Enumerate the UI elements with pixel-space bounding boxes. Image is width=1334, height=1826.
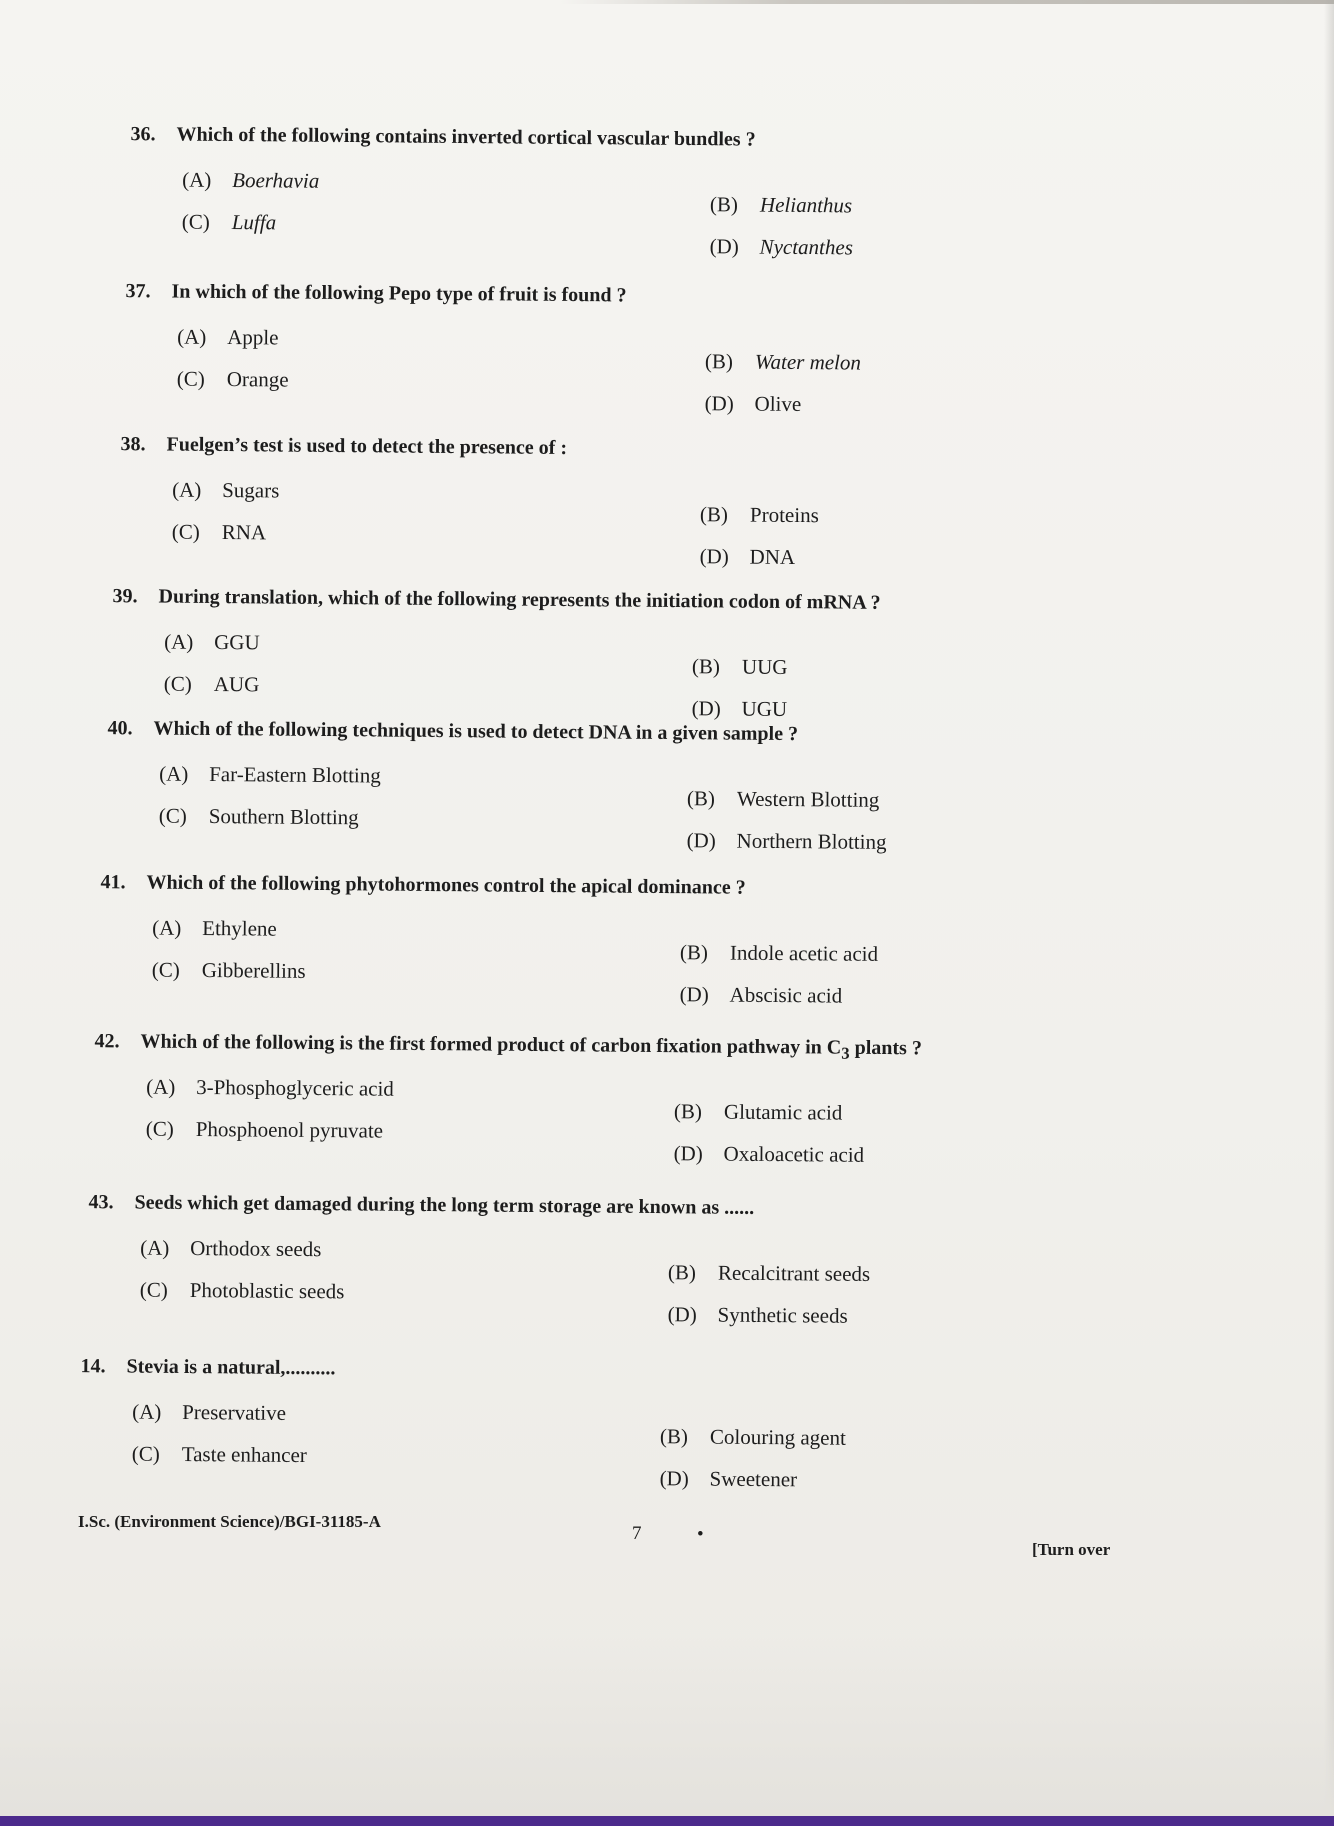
option-d	[700, 544, 796, 570]
option-d	[687, 828, 887, 855]
option-text: UUG	[741, 654, 788, 680]
option-b	[700, 502, 819, 528]
question-text: Which of the following phytohormones control the apical dominance ?	[146, 871, 746, 899]
question-stem	[130, 123, 755, 151]
question-stem	[88, 1191, 754, 1220]
option-label: (A)	[159, 761, 189, 786]
option-label: (A)	[177, 324, 207, 349]
option-c	[159, 804, 359, 831]
option-label: (D)	[679, 982, 709, 1007]
footer-dot: •	[697, 1524, 704, 1545]
option-d	[710, 234, 854, 260]
option-a	[152, 916, 277, 942]
question-number: 39.	[112, 585, 138, 608]
option-c	[152, 958, 306, 984]
option-a	[182, 168, 319, 194]
option-label: (A)	[172, 477, 202, 502]
option-text: Photoblastic seeds	[189, 1278, 345, 1304]
question-text-end: plants ?	[849, 1036, 922, 1060]
option-text: Sweetener	[709, 1466, 798, 1492]
paper-code: I.Sc. (Environment Science)/BGI-31185-A	[78, 1512, 381, 1531]
option-text: Olive	[754, 391, 802, 417]
question-stem	[107, 717, 798, 746]
option-text: Taste enhancer	[181, 1442, 307, 1468]
option-c	[172, 520, 267, 546]
option-d	[668, 1302, 848, 1329]
question-text: Which of the following is the first formed product of carbon fixation pathway in C	[140, 1030, 842, 1059]
option-text: Orange	[226, 367, 289, 392]
option-text: Colouring agent	[709, 1424, 846, 1450]
option-label: (D)	[673, 1141, 703, 1166]
option-text: UGU	[741, 696, 788, 722]
page-number: 7	[632, 1523, 642, 1544]
option-label: (C)	[131, 1441, 160, 1466]
option-label: (C)	[151, 957, 180, 982]
question-36	[129, 123, 1250, 283]
option-label: (C)	[145, 1116, 174, 1141]
question-37	[124, 280, 1245, 440]
option-d	[705, 391, 802, 417]
question-text: Seeds which get damaged during the long term storage are known as ......	[134, 1191, 755, 1219]
question-text: Which of the following contains inverted cortical vascular bundles ?	[176, 123, 756, 151]
option-label: (D)	[699, 544, 729, 569]
option-label: (C)	[181, 209, 210, 234]
option-label: (B)	[659, 1424, 689, 1449]
question-stem	[112, 585, 880, 615]
option-text: Nyctanthes	[759, 234, 854, 260]
option-label: (B)	[704, 349, 734, 374]
option-text: Indole acetic acid	[729, 940, 879, 966]
question-41	[99, 871, 1220, 1031]
option-text: Orthodox seeds	[190, 1236, 322, 1262]
option-text: Apple	[227, 325, 279, 350]
question-number: 37.	[125, 280, 151, 303]
option-label: (B)	[691, 654, 721, 679]
question-text: Stevia is a natural,..........	[126, 1355, 336, 1380]
option-text: Boerhavia	[232, 168, 320, 193]
option-label: (B)	[673, 1099, 703, 1124]
question-stem	[100, 871, 745, 900]
page-right-edge	[1324, 0, 1334, 1816]
option-text: Southern Blotting	[208, 804, 359, 830]
option-a	[177, 325, 279, 351]
option-c	[182, 210, 277, 236]
option-text: Synthetic seeds	[717, 1302, 848, 1328]
option-label: (C)	[176, 366, 205, 391]
option-b	[687, 786, 880, 813]
option-b	[668, 1260, 870, 1287]
option-text: DNA	[749, 544, 796, 570]
option-label: (C)	[139, 1277, 168, 1302]
option-b	[680, 940, 878, 967]
option-a	[140, 1236, 321, 1263]
question-number: 36.	[130, 123, 156, 146]
option-d	[674, 1141, 865, 1168]
question-42	[93, 1030, 1214, 1190]
option-c	[146, 1117, 383, 1144]
option-label: (D)	[691, 696, 721, 721]
option-c	[132, 1442, 307, 1469]
option-text: Western Blotting	[736, 786, 880, 812]
question-stem	[94, 1030, 922, 1064]
option-text: Oxaloacetic acid	[723, 1141, 865, 1167]
option-text: Helianthus	[759, 192, 853, 218]
option-a	[164, 630, 260, 656]
option-text: Proteins	[749, 502, 819, 528]
option-a	[159, 762, 381, 789]
question-text: Fuelgen’s test is used to detect the presence of :	[166, 433, 568, 460]
option-label: (B)	[699, 502, 729, 527]
option-b	[710, 192, 852, 218]
option-text: Phosphoenol pyruvate	[195, 1117, 384, 1143]
option-b	[660, 1424, 846, 1451]
question-stem	[125, 280, 626, 307]
question-number: 38.	[120, 433, 146, 456]
question-number: 14.	[80, 1355, 106, 1378]
option-text: Preservative	[182, 1400, 287, 1425]
option-text: Northern Blotting	[736, 828, 887, 854]
option-text: GGU	[214, 630, 260, 655]
option-text: 3-Phosphoglyceric acid	[196, 1075, 394, 1101]
question-number: 40.	[107, 717, 133, 740]
option-label: (D)	[667, 1302, 697, 1327]
option-text: Glutamic acid	[723, 1099, 843, 1125]
question-number: 42.	[94, 1030, 120, 1053]
scanner-bottom-band	[0, 1816, 1334, 1826]
option-b	[674, 1099, 843, 1125]
option-text: Recalcitrant seeds	[717, 1260, 871, 1286]
question-40	[106, 717, 1227, 877]
option-label: (B)	[709, 192, 739, 217]
option-b	[692, 654, 788, 680]
turn-over-label: [Turn over	[1032, 1540, 1111, 1559]
carbon-subscript: 3	[841, 1043, 850, 1063]
option-label: (A)	[132, 1399, 162, 1424]
option-label: (A)	[146, 1074, 176, 1099]
option-label: (A)	[140, 1235, 170, 1260]
option-label: (C)	[158, 803, 187, 828]
option-label: (A)	[152, 915, 182, 940]
question-43	[87, 1191, 1208, 1351]
option-label: (D)	[709, 234, 739, 259]
option-a	[146, 1075, 394, 1102]
page-top-edge	[560, 0, 1334, 4]
option-d	[680, 982, 843, 1008]
question-38	[119, 433, 1240, 593]
option-b	[705, 349, 861, 375]
page-bottom-shadow	[0, 1636, 1334, 1816]
question-number: 41.	[100, 871, 126, 894]
option-c	[140, 1278, 345, 1305]
option-a	[172, 478, 279, 504]
option-label: (B)	[679, 940, 709, 965]
option-label: (B)	[667, 1260, 697, 1285]
option-text: Abscisic acid	[729, 982, 843, 1008]
question-text: During translation, which of the following represents the initiation codon of mRNA ?	[158, 585, 881, 614]
option-text: AUG	[213, 672, 260, 697]
option-text: Luffa	[231, 210, 277, 235]
option-label: (A)	[164, 629, 194, 654]
question-number: 43.	[88, 1191, 114, 1214]
question-stem	[80, 1355, 335, 1380]
option-label: (D)	[686, 828, 716, 853]
option-d	[660, 1466, 798, 1492]
question-44	[79, 1355, 1200, 1515]
question-stem	[120, 433, 567, 460]
option-label: (C)	[163, 671, 192, 696]
question-text: Which of the following techniques is used to detect DNA in a given sample ?	[153, 717, 799, 746]
option-label: (D)	[659, 1466, 689, 1491]
option-label: (A)	[182, 167, 212, 192]
option-label: (D)	[704, 391, 734, 416]
option-label: (C)	[171, 519, 200, 544]
option-c	[164, 672, 260, 698]
option-text: Gibberellins	[201, 958, 306, 983]
question-text: In which of the following Pepo type of fruit is found ?	[171, 280, 627, 307]
option-text: Far-Eastern Blotting	[209, 762, 381, 788]
option-text: Ethylene	[202, 916, 277, 941]
option-a	[132, 1400, 286, 1426]
option-label: (B)	[686, 786, 716, 811]
option-c	[177, 367, 289, 393]
option-text: Sugars	[222, 478, 280, 503]
option-text: Water melon	[754, 349, 862, 375]
option-d	[692, 696, 788, 722]
option-text: RNA	[221, 520, 267, 545]
